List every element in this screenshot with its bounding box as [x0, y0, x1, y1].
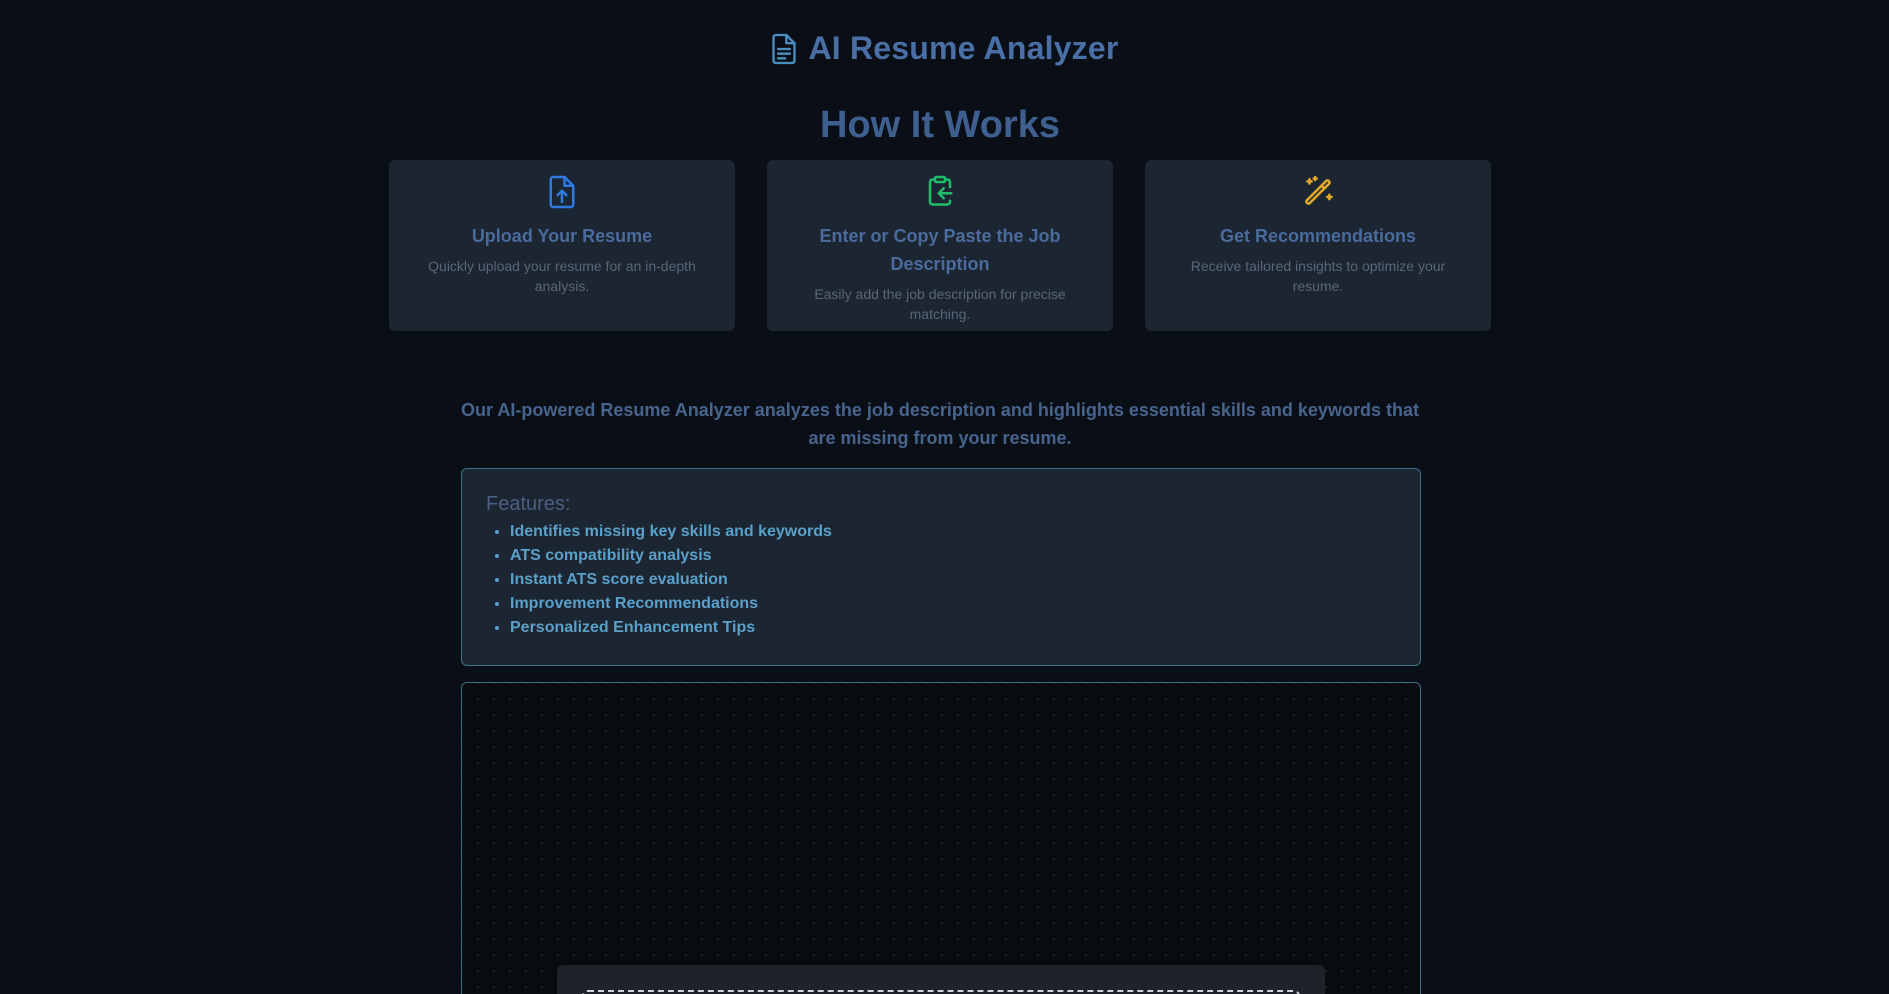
upload-panel: [461, 682, 1421, 994]
step-title: Enter or Copy Paste the Job Description: [819, 226, 1061, 274]
clipboard-paste-icon: [789, 172, 1091, 212]
step-card-upload: [389, 160, 735, 331]
feature-item: • Improvement Recommendations: [510, 592, 1396, 616]
feature-item: • Instant ATS score evaluation: [510, 568, 1396, 592]
step-description: Easily add the job description for precise matching.: [814, 286, 1066, 322]
features-list: [486, 520, 1396, 640]
intro-text: Our AI-powered Resume Analyzer analyzes the job description and highlights essential skills and keywords that are missing from your resume.: [461, 400, 1419, 448]
step-description: Quickly upload your resume for an in-depth analysis.: [428, 258, 696, 294]
app-header: [0, 30, 1889, 67]
file-text-icon: [770, 32, 798, 66]
features-panel: [461, 468, 1421, 666]
how-it-works-title: How It Works: [820, 104, 1060, 146]
app-title: AI Resume Analyzer: [808, 30, 1119, 66]
step-title: Upload Your Resume: [471, 226, 653, 246]
steps-row: [389, 160, 1494, 331]
feature-item: • Identifies missing key skills and keywords: [510, 520, 1396, 544]
upload-card: [557, 965, 1325, 994]
step-card-recommendations: [1145, 160, 1491, 331]
magic-wand-icon: [1167, 172, 1469, 212]
step-description: Receive tailored insights to optimize your resume.: [1190, 258, 1446, 294]
feature-item: • ATS compatibility analysis: [510, 544, 1396, 568]
step-card-job-description: [767, 160, 1113, 331]
file-upload-icon: [411, 172, 713, 212]
file-dropzone[interactable]: [582, 990, 1300, 994]
feature-item: • Personalized Enhancement Tips: [510, 616, 1396, 640]
features-title: Features:: [486, 493, 571, 515]
step-title: Get Recommendations: [1219, 226, 1417, 246]
